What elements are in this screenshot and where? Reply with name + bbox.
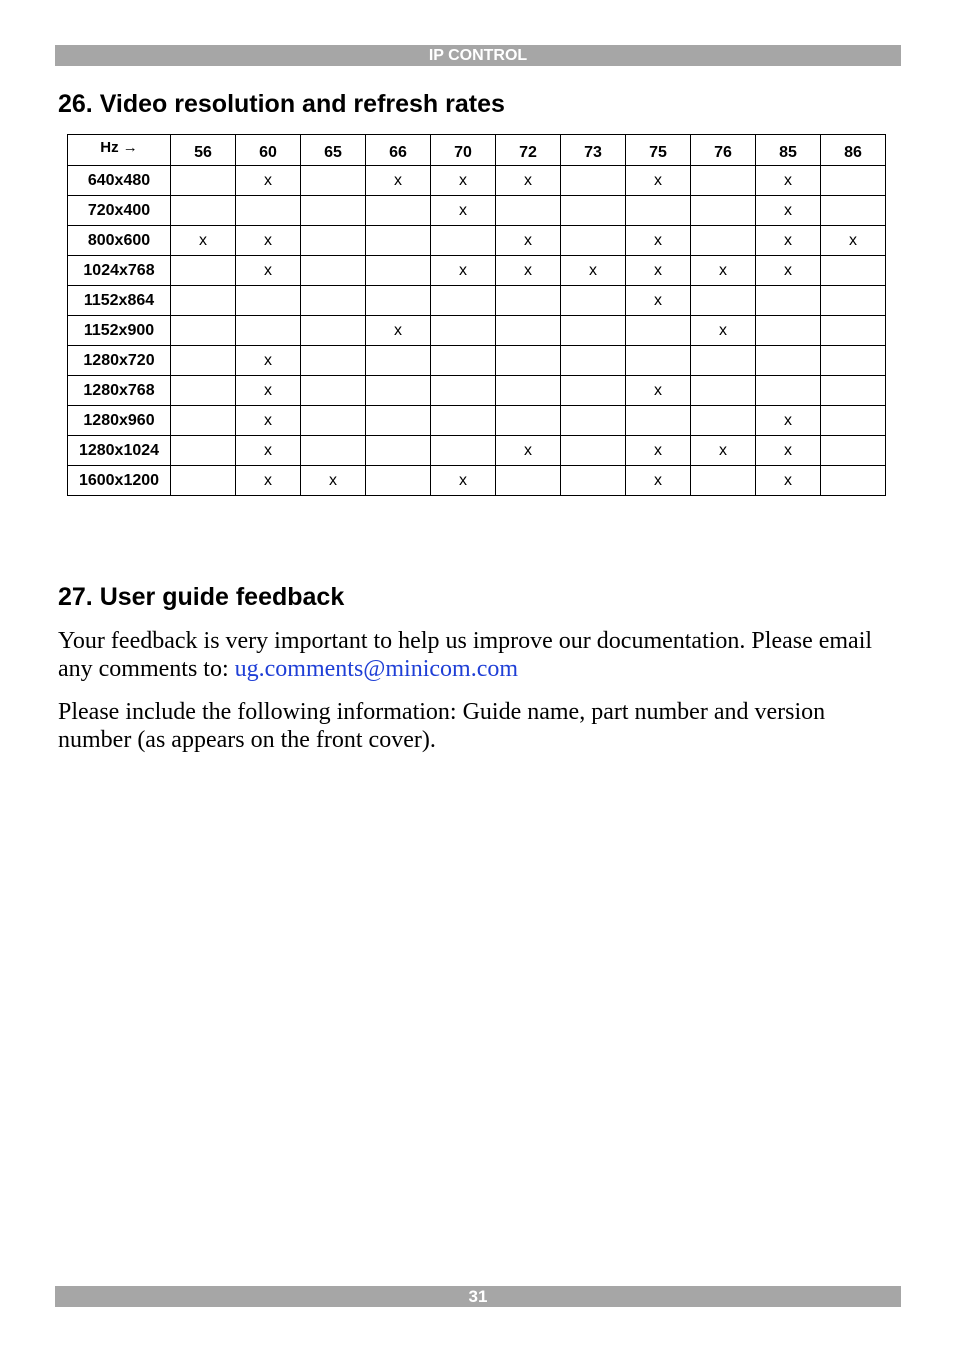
resolution-label: 1280x720 [68, 346, 171, 376]
support-cell [431, 346, 496, 376]
support-cell [821, 406, 886, 436]
support-cell [496, 346, 561, 376]
support-cell [691, 466, 756, 496]
hz-column-header: 86 [821, 135, 886, 166]
support-cell [496, 316, 561, 346]
hz-column-header: 85 [756, 135, 821, 166]
support-cell: x [756, 166, 821, 196]
support-cell [756, 286, 821, 316]
table-row [68, 316, 886, 346]
support-cell [496, 286, 561, 316]
support-cell: x [691, 256, 756, 286]
feedback-text: Your feedback is very important to help us improve our documentation. Please email any comments to: [58, 628, 873, 682]
support-cell [301, 436, 366, 466]
support-cell: x [626, 226, 691, 256]
feedback-paragraph [58, 627, 888, 683]
support-cell: x [626, 256, 691, 286]
table-row [68, 346, 886, 376]
support-cell [431, 436, 496, 466]
resolution-label: 1280x960 [68, 406, 171, 436]
support-cell [431, 286, 496, 316]
support-cell [756, 316, 821, 346]
table-row [68, 166, 886, 196]
support-cell: x [561, 256, 626, 286]
support-cell [301, 376, 366, 406]
support-cell [626, 406, 691, 436]
support-cell: x [171, 226, 236, 256]
support-cell [301, 286, 366, 316]
support-cell: x [301, 466, 366, 496]
resolution-label: 720x400 [68, 196, 171, 226]
support-cell: x [236, 376, 301, 406]
hz-column-header: 60 [236, 135, 301, 166]
table-row [68, 256, 886, 286]
support-cell: x [496, 436, 561, 466]
support-cell [366, 256, 431, 286]
resolution-label: 1280x1024 [68, 436, 171, 466]
support-cell [496, 196, 561, 226]
support-cell: x [756, 436, 821, 466]
footer-bar [55, 1286, 901, 1307]
support-cell: x [691, 436, 756, 466]
support-cell [171, 466, 236, 496]
support-cell: x [626, 286, 691, 316]
support-cell [691, 406, 756, 436]
table-body [68, 166, 886, 496]
support-cell [821, 436, 886, 466]
support-cell [366, 286, 431, 316]
support-cell: x [431, 166, 496, 196]
support-cell [301, 226, 366, 256]
support-cell: x [756, 466, 821, 496]
support-cell: x [236, 346, 301, 376]
support-cell [626, 196, 691, 226]
support-cell: x [626, 376, 691, 406]
support-cell [691, 166, 756, 196]
resolution-table [67, 134, 886, 496]
support-cell [301, 196, 366, 226]
support-cell [561, 226, 626, 256]
support-cell [236, 316, 301, 346]
support-cell [431, 406, 496, 436]
support-cell [171, 406, 236, 436]
table-row [68, 466, 886, 496]
support-cell [171, 346, 236, 376]
support-cell [301, 166, 366, 196]
support-cell [821, 466, 886, 496]
support-cell [496, 406, 561, 436]
support-cell [561, 376, 626, 406]
support-cell: x [366, 166, 431, 196]
support-cell: x [496, 256, 561, 286]
table-row [68, 196, 886, 226]
section-27-title: 27. User guide feedback [58, 583, 345, 611]
support-cell: x [236, 256, 301, 286]
support-cell: x [236, 406, 301, 436]
info-paragraph: Please include the following information: Guide name, part number and version number (as appears on the front cover). [58, 699, 826, 753]
support-cell [561, 316, 626, 346]
hz-column-header: 76 [691, 135, 756, 166]
support-cell [431, 316, 496, 346]
table-row [68, 376, 886, 406]
support-cell [821, 166, 886, 196]
table-row [68, 436, 886, 466]
support-cell [366, 406, 431, 436]
support-cell [691, 196, 756, 226]
page-number: 31 [468, 1287, 488, 1306]
resolution-label: 1600x1200 [68, 466, 171, 496]
support-cell [821, 196, 886, 226]
table-corner-label: Hz → [68, 135, 171, 166]
support-cell: x [756, 226, 821, 256]
support-cell: x [236, 166, 301, 196]
support-cell: x [366, 316, 431, 346]
support-cell [366, 376, 431, 406]
support-cell [561, 166, 626, 196]
support-cell [496, 376, 561, 406]
support-cell: x [496, 226, 561, 256]
support-cell [301, 256, 366, 286]
support-cell [561, 466, 626, 496]
support-cell [171, 316, 236, 346]
support-cell [236, 286, 301, 316]
support-cell [626, 346, 691, 376]
resolution-label: 800x600 [68, 226, 171, 256]
support-cell [691, 376, 756, 406]
support-cell [366, 466, 431, 496]
support-cell [496, 466, 561, 496]
support-cell [821, 286, 886, 316]
support-cell: x [626, 466, 691, 496]
support-cell [821, 376, 886, 406]
support-cell: x [756, 196, 821, 226]
support-cell [561, 406, 626, 436]
support-cell: x [236, 436, 301, 466]
support-cell [561, 196, 626, 226]
support-cell [171, 286, 236, 316]
support-cell [301, 406, 366, 436]
support-cell [366, 226, 431, 256]
support-cell [171, 256, 236, 286]
support-cell [236, 196, 301, 226]
support-cell [171, 196, 236, 226]
support-cell: x [691, 316, 756, 346]
hz-column-header: 65 [301, 135, 366, 166]
table-row [68, 226, 886, 256]
support-cell [171, 376, 236, 406]
resolution-label: 1024x768 [68, 256, 171, 286]
support-cell: x [626, 166, 691, 196]
hz-column-header: 75 [626, 135, 691, 166]
support-cell [171, 436, 236, 466]
hz-column-header: 70 [431, 135, 496, 166]
support-cell [431, 376, 496, 406]
support-cell: x [236, 466, 301, 496]
header-title: IP CONTROL [428, 47, 528, 64]
section-26-title: 26. Video resolution and refresh rates [58, 90, 505, 118]
support-cell [821, 256, 886, 286]
support-cell [626, 316, 691, 346]
header-bar [55, 45, 901, 66]
support-cell [301, 316, 366, 346]
support-cell [691, 346, 756, 376]
resolution-label: 1152x900 [68, 316, 171, 346]
support-cell [756, 376, 821, 406]
hz-column-header: 72 [496, 135, 561, 166]
hz-column-header: 73 [561, 135, 626, 166]
support-cell [821, 316, 886, 346]
support-cell: x [431, 196, 496, 226]
support-cell: x [756, 256, 821, 286]
hz-column-header: 66 [366, 135, 431, 166]
resolution-label: 640x480 [68, 166, 171, 196]
support-cell [821, 346, 886, 376]
support-cell [561, 286, 626, 316]
support-cell [561, 436, 626, 466]
support-cell: x [821, 226, 886, 256]
feedback-email-link[interactable]: ug.comments@minicom.com [234, 656, 519, 682]
support-cell: x [626, 436, 691, 466]
support-cell [301, 346, 366, 376]
support-cell [431, 226, 496, 256]
table-header-row [68, 135, 886, 166]
resolution-label: 1152x864 [68, 286, 171, 316]
support-cell: x [756, 406, 821, 436]
hz-column-header: 56 [171, 135, 236, 166]
support-cell [366, 436, 431, 466]
support-cell [366, 346, 431, 376]
support-cell: x [236, 226, 301, 256]
support-cell: x [431, 256, 496, 286]
table-row [68, 286, 886, 316]
support-cell [366, 196, 431, 226]
support-cell [691, 286, 756, 316]
support-cell [561, 346, 626, 376]
table-row [68, 406, 886, 436]
resolution-label: 1280x768 [68, 376, 171, 406]
support-cell [691, 226, 756, 256]
support-cell [756, 346, 821, 376]
support-cell: x [496, 166, 561, 196]
support-cell [171, 166, 236, 196]
support-cell: x [431, 466, 496, 496]
